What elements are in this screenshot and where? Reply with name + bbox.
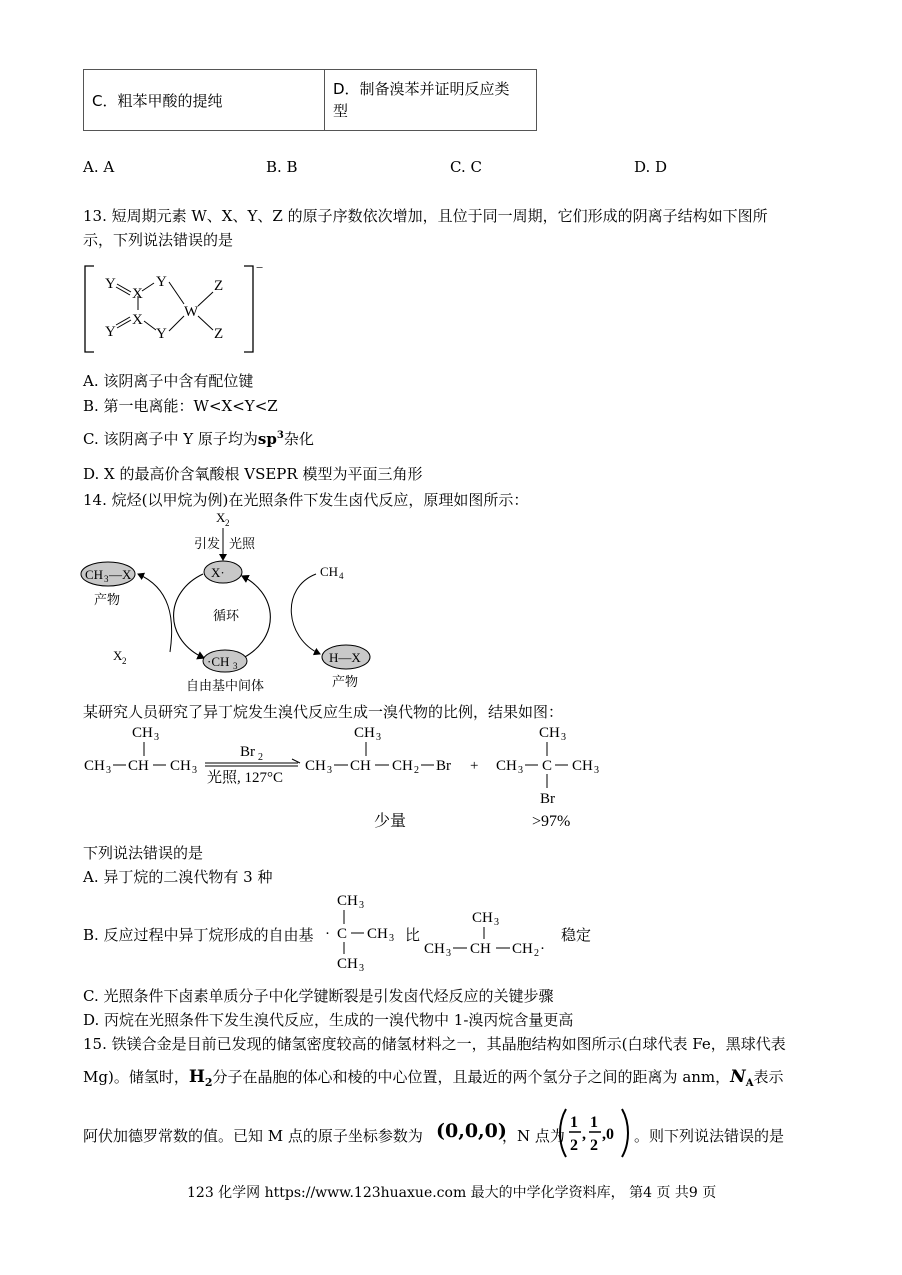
sp3-formula: sp bbox=[257, 430, 277, 448]
svg-text:CH: CH bbox=[84, 758, 105, 774]
q13-stem-line2: 示，下列说法错误的是 bbox=[83, 231, 234, 249]
q12-answer-b: B. B bbox=[266, 158, 298, 176]
q13-option-b: B. 第一电离能：W<X<Y<Z bbox=[83, 397, 278, 415]
svg-text:3: 3 bbox=[494, 917, 499, 928]
atom-x1: X bbox=[132, 286, 143, 302]
q14-option-b-pre: B. 反应过程中异丁烷形成的自由基 bbox=[83, 926, 314, 944]
svg-text:Br: Br bbox=[436, 758, 451, 774]
atom-z1: Z bbox=[214, 278, 224, 294]
svg-text:4: 4 bbox=[339, 571, 344, 581]
svg-text:3: 3 bbox=[359, 900, 364, 911]
atom-y4: Y bbox=[156, 326, 167, 342]
svg-text:CH: CH bbox=[472, 910, 493, 926]
svg-text:C: C bbox=[337, 926, 348, 942]
svg-text:CH: CH bbox=[337, 893, 358, 909]
cycle-label: 循环 bbox=[213, 608, 240, 623]
svg-text:CH: CH bbox=[354, 725, 375, 741]
svg-text:3: 3 bbox=[192, 765, 197, 776]
svg-text:3: 3 bbox=[106, 765, 111, 776]
svg-text:3: 3 bbox=[376, 732, 381, 743]
atom-y1: Y bbox=[105, 276, 116, 292]
svg-text:,0: ,0 bbox=[602, 1126, 614, 1143]
svg-text:CH: CH bbox=[539, 725, 560, 741]
reagent-br2: Br bbox=[240, 744, 255, 760]
svg-text:CH: CH bbox=[305, 758, 326, 774]
isobutyl-radical bbox=[424, 905, 564, 961]
q15-line3-c: 。则下列说法错误的是 bbox=[634, 1127, 785, 1145]
atom-y2: Y bbox=[156, 274, 167, 290]
q13-option-a: A. 该阴离子中含有配位键 bbox=[83, 372, 254, 390]
h2-formula: H bbox=[188, 1067, 205, 1087]
q14-wrong-stem: 下列说法错误的是 bbox=[83, 844, 204, 862]
svg-text:3: 3 bbox=[389, 933, 394, 944]
svg-text:3: 3 bbox=[327, 765, 332, 776]
atom-z2: Z bbox=[214, 326, 224, 342]
q12-cell-d: D．制备溴苯并证明反应类 型 bbox=[325, 70, 537, 131]
q12-answer-d: D. D bbox=[634, 158, 668, 176]
q14-option-b-mid: 比 bbox=[405, 926, 421, 944]
x-radical: X· bbox=[211, 565, 225, 580]
svg-text:3: 3 bbox=[561, 732, 566, 743]
q12-cell-c: C．粗苯甲酸的提纯 bbox=[84, 70, 325, 131]
svg-text:·: · bbox=[325, 926, 330, 942]
atom-x2: X bbox=[132, 312, 143, 328]
svg-text:CH: CH bbox=[132, 725, 153, 741]
svg-text:CH: CH bbox=[170, 758, 191, 774]
svg-text:3: 3 bbox=[154, 732, 159, 743]
svg-text:2: 2 bbox=[225, 518, 230, 528]
n-coordinates bbox=[558, 1105, 638, 1161]
ch3-radical: ·CH bbox=[207, 654, 230, 669]
q14-option-d: D. 丙烷在光照条件下发生溴代反应，生成的一溴代物中 1-溴丙烷含量更高 bbox=[83, 1011, 574, 1029]
svg-text:3: 3 bbox=[104, 574, 109, 584]
svg-text:3: 3 bbox=[446, 948, 451, 959]
svg-text:3: 3 bbox=[518, 765, 523, 776]
svg-text:—X: —X bbox=[109, 567, 132, 582]
svg-text:1: 1 bbox=[570, 1114, 578, 1131]
x2-top-label: X bbox=[216, 510, 226, 525]
svg-text:+: + bbox=[470, 758, 479, 774]
svg-text:2: 2 bbox=[570, 1137, 578, 1154]
svg-text:CH: CH bbox=[367, 926, 388, 942]
q13-anion-structure bbox=[80, 258, 280, 358]
q12-answer-a: A. A bbox=[83, 158, 115, 176]
svg-text:Br: Br bbox=[540, 791, 555, 807]
na-symbol: N bbox=[730, 1067, 746, 1087]
intermediate-label: 自由基中间体 bbox=[186, 678, 265, 693]
q15-line3-a: 阿伏加德罗常数的值。已知 M 点的原子坐标参数为 bbox=[83, 1127, 423, 1145]
svg-text:CH: CH bbox=[424, 941, 445, 957]
q14-research: 某研究人员研究了异丁烷发生溴代反应生成一溴代物的比例，结果如图： bbox=[83, 703, 564, 721]
hx-product: H—X bbox=[329, 650, 361, 665]
svg-text:CH: CH bbox=[337, 956, 358, 972]
svg-text:3: 3 bbox=[359, 963, 364, 974]
svg-text:·: · bbox=[540, 941, 545, 957]
light-label: 光照 bbox=[229, 536, 256, 551]
q14-option-a: A. 异丁烷的二溴代物有 3 种 bbox=[83, 868, 273, 886]
charge-label: − bbox=[256, 260, 264, 275]
initiate-label: 引发 bbox=[194, 536, 221, 551]
svg-text:CH: CH bbox=[470, 941, 491, 957]
svg-text:CH: CH bbox=[512, 941, 533, 957]
q14-option-c: C. 光照条件下卤素单质分子中化学键断裂是引发卤代烃反应的关键步骤 bbox=[83, 987, 554, 1005]
q13-option-c: C. 该阴离子中 Y 原子均为$sp^3$杂化 bbox=[83, 430, 314, 448]
q15-line1: 15. 铁镁合金是目前已发现的储氢密度较高的储氢材料之一，其晶胞结构如图所示(白球代表 Fe，黑球代表 bbox=[83, 1035, 786, 1053]
svg-text:2: 2 bbox=[414, 765, 419, 776]
x2-left-label: X bbox=[113, 648, 123, 663]
svg-text:CH: CH bbox=[350, 758, 371, 774]
minor-ratio: 少量 bbox=[374, 813, 407, 830]
svg-text:2: 2 bbox=[258, 752, 263, 763]
svg-text:C: C bbox=[542, 758, 553, 774]
q14-option-b-post: 稳定 bbox=[561, 926, 592, 944]
q12-answer-c: C. C bbox=[450, 158, 482, 176]
q13-stem-line1: 13. 短周期元素 W、X、Y、Z 的原子序数依次增加，且位于同一周期，它们形成的阴离子结构如下图所 bbox=[83, 207, 768, 225]
q15-line2: Mg)。储氢时，$H_2$分子在晶胞的体心和棱的中心位置，且最近的两个氢分子之间的距离为 anm，$N_A$表示 bbox=[83, 1067, 784, 1089]
svg-text:3: 3 bbox=[594, 765, 599, 776]
product-left-label: 产物 bbox=[94, 592, 121, 607]
atom-w: W bbox=[184, 304, 199, 320]
q14-stem: 14. 烷烃(以甲烷为例)在光照条件下发生卤代反应，原理如图所示： bbox=[83, 491, 529, 509]
q13-option-d: D. X 的最高价含氧酸根 VSEPR 模型为平面三角形 bbox=[83, 465, 423, 483]
q14-bromination-reaction bbox=[80, 720, 620, 835]
tert-butyl-radical bbox=[325, 888, 405, 976]
m-coordinates: (0,0,0) bbox=[436, 1120, 507, 1142]
svg-text:CH: CH bbox=[128, 758, 149, 774]
svg-text:2: 2 bbox=[534, 948, 539, 959]
ch3x-product: CH bbox=[85, 567, 104, 582]
svg-text:CH: CH bbox=[572, 758, 593, 774]
svg-text:3: 3 bbox=[233, 661, 238, 671]
page-footer: 123 化学网 https://www.123huaxue.com 最大的中学化学资料库， 第4 页 共9 页 bbox=[187, 1185, 717, 1201]
ch4-label: CH bbox=[320, 564, 339, 579]
svg-text:2: 2 bbox=[590, 1137, 598, 1154]
q12-options-table bbox=[83, 69, 537, 131]
major-ratio: >97% bbox=[532, 813, 571, 830]
reaction-condition: 光照, 127°C bbox=[207, 770, 284, 786]
svg-text:,: , bbox=[582, 1126, 586, 1143]
atom-y3: Y bbox=[105, 324, 116, 340]
svg-text:1: 1 bbox=[590, 1114, 598, 1131]
svg-text:CH: CH bbox=[392, 758, 413, 774]
q14-cycle-diagram bbox=[80, 508, 400, 698]
svg-text:CH: CH bbox=[496, 758, 517, 774]
q15-line3-b: ，N 点为 bbox=[502, 1127, 565, 1145]
svg-text:2: 2 bbox=[122, 656, 127, 666]
product-right-label: 产物 bbox=[332, 674, 359, 689]
